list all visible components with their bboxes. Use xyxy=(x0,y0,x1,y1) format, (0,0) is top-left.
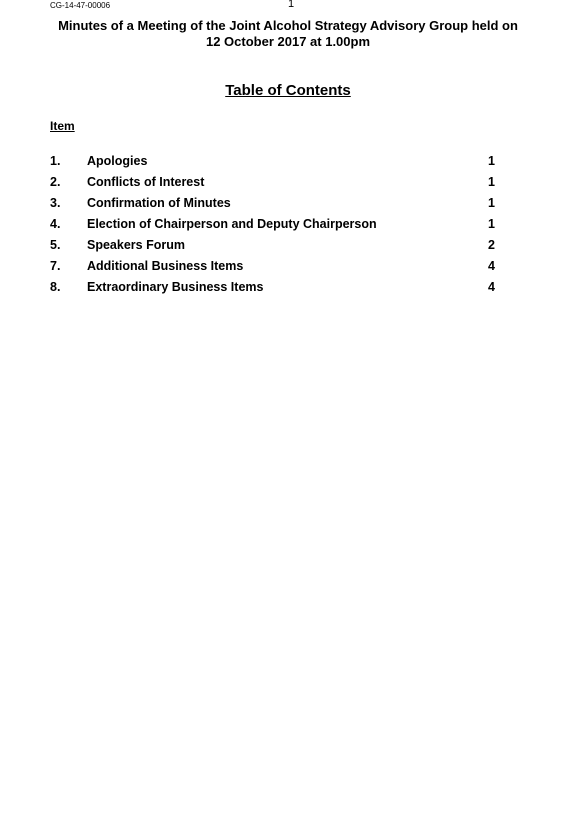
toc-item-title[interactable]: Election of Chairperson and Deputy Chairperson xyxy=(87,217,377,231)
meeting-heading-line-1: Minutes of a Meeting of the Joint Alcohol Strategy Advisory Group held on xyxy=(58,18,518,33)
toc-row[interactable] xyxy=(50,216,500,237)
toc-item-number: 5. xyxy=(50,238,61,252)
toc-item-title[interactable]: Additional Business Items xyxy=(87,259,244,273)
toc-item-number: 3. xyxy=(50,196,61,210)
toc-row[interactable] xyxy=(50,279,500,300)
toc-item-page: 4 xyxy=(488,259,495,273)
toc-row[interactable] xyxy=(50,258,500,279)
item-column-header: Item xyxy=(50,119,75,133)
toc-item-title[interactable]: Conflicts of Interest xyxy=(87,175,205,189)
toc-title-text: Table of Contents xyxy=(225,82,351,99)
toc-item-page: 1 xyxy=(488,175,495,189)
toc-row[interactable] xyxy=(50,153,500,174)
toc-item-title[interactable]: Speakers Forum xyxy=(87,238,185,252)
toc-list xyxy=(50,153,500,300)
toc-item-title[interactable]: Confirmation of Minutes xyxy=(87,196,231,210)
toc-item-page: 1 xyxy=(488,154,495,168)
document-reference: CG-14-47-00006 xyxy=(50,1,111,10)
meeting-heading-line-2: 12 October 2017 at 1.00pm xyxy=(205,34,371,49)
toc-title xyxy=(0,82,576,100)
toc-item-number: 4. xyxy=(50,217,61,231)
toc-row[interactable] xyxy=(50,195,500,216)
toc-item-number: 7. xyxy=(50,259,61,273)
toc-item-page: 1 xyxy=(488,196,495,210)
toc-row[interactable] xyxy=(50,237,500,258)
toc-item-page: 2 xyxy=(488,238,495,252)
toc-item-number: 8. xyxy=(50,280,61,294)
toc-item-number: 2. xyxy=(50,175,61,189)
toc-item-title[interactable]: Extraordinary Business Items xyxy=(87,280,264,294)
toc-item-page: 1 xyxy=(488,217,495,231)
toc-item-title[interactable]: Apologies xyxy=(87,154,148,168)
toc-row[interactable] xyxy=(50,174,500,195)
toc-item-number: 1. xyxy=(50,154,61,168)
toc-item-page: 4 xyxy=(488,280,495,294)
meeting-heading xyxy=(40,18,536,50)
page-number: 1 xyxy=(288,0,295,10)
